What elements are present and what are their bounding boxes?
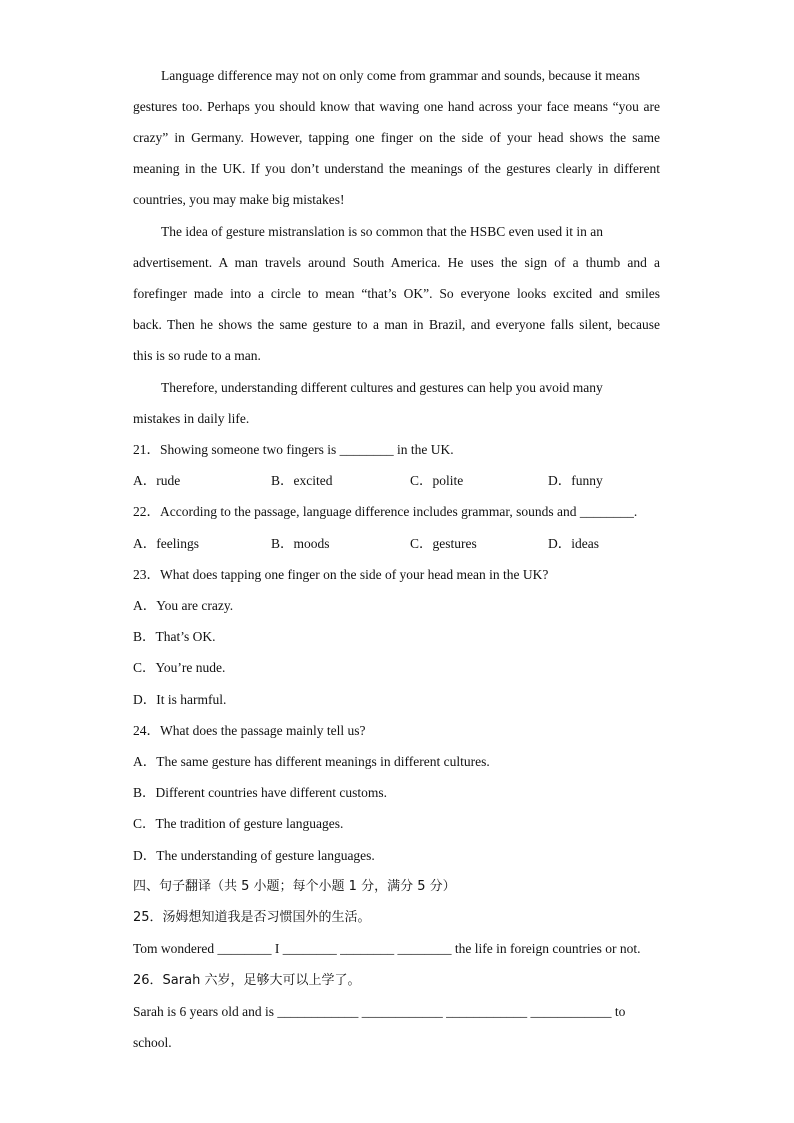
question-22-option-b[interactable]: B．moods [271,536,330,551]
passage-p1-line-5: countries, you may make big mistakes! [133,192,345,207]
passage-p2-line-3: forefinger made into a circle to mean “that’s OK”. So everyone looks excited and smiles [133,286,660,301]
question-23-option-a[interactable]: A．You are crazy. [133,598,234,613]
question-23-option-b[interactable]: B．That’s OK. [133,629,216,644]
question-24-option-a[interactable]: A．The same gesture has different meanings in different cultures. [133,754,490,769]
passage-p1-line-2: gestures too. Perhaps you should know that waving one hand across your face means “you are [133,99,660,114]
question-21-option-a[interactable]: A．rude [133,473,181,488]
question-21-option-d[interactable]: D．funny [548,473,603,488]
question-26-english-blanks[interactable]: Sarah is 6 years old and is ____________ ____________ ____________ ____________ to [133,1004,626,1019]
question-21-stem: 21．Showing someone two fingers is ________ in the UK. [133,442,454,457]
question-24-option-b[interactable]: B．Different countries have different customs. [133,785,388,800]
passage-p1-line-4: meaning in the UK. If you don’t understand the meanings of the gestures clearly in different [133,161,660,176]
question-21-option-b[interactable]: B．excited [271,473,333,488]
question-24-stem: 24．What does the passage mainly tell us? [133,723,366,738]
question-26-chinese: 26．Sarah 六岁，足够大可以上学了。 [133,973,361,988]
question-25-chinese: 25．汤姆想知道我是否习惯国外的生活。 [133,910,371,925]
passage-p1-line-1: Language difference may not on only come from grammar and sounds, because it means [161,68,640,83]
question-24-option-c[interactable]: C．The tradition of gesture languages. [133,816,344,831]
passage-p1-line-3: crazy” in Germany. However, tapping one finger on the side of your head shows the same [133,130,660,145]
passage-p2-line-1: The idea of gesture mistranslation is so common that the HSBC even used it in an [161,224,604,239]
question-23-option-c[interactable]: C．You’re nude. [133,660,226,675]
question-23-option-d[interactable]: D．It is harmful. [133,692,227,707]
passage-p3-line-1: Therefore, understanding different cultures and gestures can help you avoid many [161,380,603,395]
passage-p2-line-4: back. Then he shows the same gesture to a man in Brazil, and everyone falls silent, because [133,317,660,332]
question-23-stem: 23．What does tapping one finger on the side of your head mean in the UK? [133,567,549,582]
question-22-option-a[interactable]: A．feelings [133,536,199,551]
question-24-option-d[interactable]: D．The understanding of gesture languages. [133,848,375,863]
question-26-english-continued: school. [133,1035,172,1050]
question-21-option-c[interactable]: C．polite [410,473,464,488]
question-22-option-d[interactable]: D．ideas [548,536,599,551]
question-25-english-blanks[interactable]: Tom wondered ________ I ________ ________ ________ the life in foreign countries or not. [133,941,641,956]
passage-p3-line-2: mistakes in daily life. [133,411,250,426]
passage-p2-line-2: advertisement. A man travels around South America. He uses the sign of a thumb and a [133,255,660,270]
question-22-option-c[interactable]: C．gestures [410,536,477,551]
section-4-heading: 四、句子翻译（共 5 小题；每个小题 1 分，满分 5 分） [133,879,456,894]
question-22-stem: 22．According to the passage, language difference includes grammar, sounds and ________. [133,504,638,519]
passage-p2-line-5: this is so rude to a man. [133,348,261,363]
